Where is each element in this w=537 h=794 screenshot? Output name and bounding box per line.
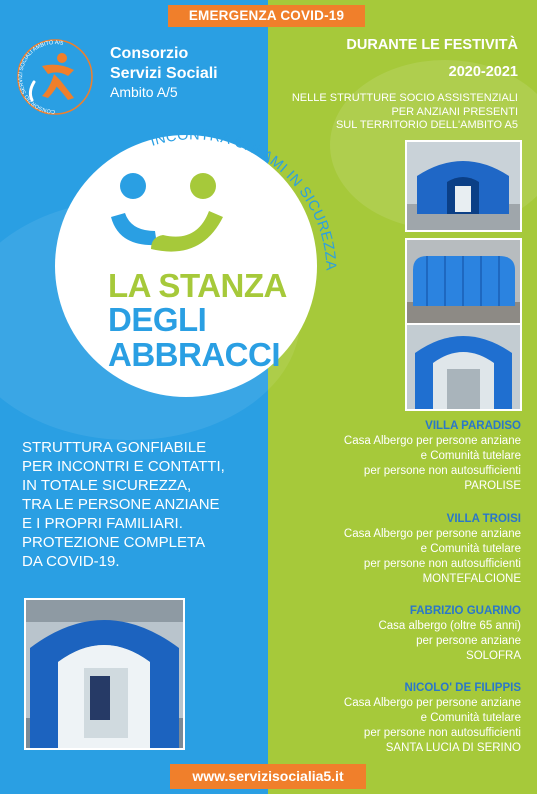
- facility-line: Casa Albergo per persone anziane: [343, 435, 521, 447]
- facility-name: FABRIZIO GUARINO: [409, 605, 521, 617]
- facility-line: per persone anziane: [416, 635, 521, 647]
- facility-villa-paradiso: [344, 419, 521, 494]
- facility-line: per persone non autosufficienti: [363, 558, 521, 570]
- title-line1: LA STANZA: [108, 267, 287, 304]
- festivity-years: 2020-2021: [448, 64, 518, 80]
- description-line: E I PROPRI FAMILIARI.: [22, 515, 183, 532]
- smile-icon: [105, 165, 230, 265]
- title-line3: ABBRACCI: [108, 336, 280, 373]
- facility-town: MONTEFALCIONE: [422, 573, 521, 585]
- photo-inflatable-room-1: [405, 140, 522, 232]
- title-line2: DEGLI: [108, 301, 207, 338]
- svg-text:CONSORZIO SERVIZI SOCIALI AMBI: CONSORZIO SERVIZI SOCIALI AMBITO A/5: [18, 39, 64, 115]
- emergency-banner: EMERGENZA COVID-19: [168, 5, 365, 27]
- facility-name: VILLA TROISI: [446, 513, 521, 525]
- description-line: DA COVID-19.: [22, 553, 120, 570]
- facility-name: NICOLO' DE FILIPPIS: [404, 682, 521, 694]
- consorzio-logo-icon: [14, 36, 96, 116]
- facility-line: Casa albergo (oltre 65 anni): [378, 620, 521, 632]
- photo-inflatable-room-2: [405, 238, 522, 325]
- photo-inflatable-tunnel: [24, 598, 185, 750]
- org-name-line1: Consorzio: [110, 45, 189, 62]
- facility-name: VILLA PARADISO: [425, 420, 521, 432]
- facility-town: PAROLISE: [464, 480, 521, 492]
- description-line: PROTEZIONE COMPLETA: [22, 534, 206, 551]
- svg-text:INCONTRA CHI AMI IN SICUREZZA: INCONTRA CHI AMI IN SICUREZZA: [148, 127, 339, 272]
- festivity-subtitle: NELLE STRUTTURE SOCIO ASSISTENZIALI PER ANZIANI PRESENTI SUL TERRITORIO DELL'AMBITO A5: [291, 92, 518, 131]
- photo-inflatable-room-3: [405, 323, 522, 411]
- facility-nicolo-de-filippis: [344, 681, 521, 756]
- description-line: IN TOTALE SICUREZZA,: [22, 477, 192, 494]
- description-line: STRUTTURA GONFIABILE: [22, 439, 207, 456]
- website-link[interactable]: www.servizisocialia5.it: [170, 764, 366, 789]
- facility-fabrizio-guarino: [378, 604, 521, 664]
- org-name-line3: Ambito A/5: [110, 84, 178, 100]
- facility-town: SOLOFRA: [466, 650, 521, 662]
- facility-line: Casa Albergo per persone anziane: [343, 697, 521, 709]
- facility-line: e Comunità tutelare: [420, 543, 521, 555]
- description: [22, 438, 262, 571]
- facility-town: SANTA LUCIA DI SERINO: [385, 742, 521, 754]
- facility-line: Casa Albergo per persone anziane: [343, 528, 521, 540]
- facility-villa-troisi: [344, 512, 521, 587]
- facility-line: per persone non autosufficienti: [363, 465, 521, 477]
- facility-line: e Comunità tutelare: [420, 450, 521, 462]
- org-name-line2: Servizi Sociali: [110, 65, 218, 82]
- festivity-title: DURANTE LE FESTIVITÀ: [346, 37, 518, 53]
- facility-line: e Comunità tutelare: [420, 712, 521, 724]
- description-line: PER INCONTRI E CONTATTI,: [22, 458, 225, 475]
- facility-line: per persone non autosufficienti: [363, 727, 521, 739]
- description-line: TRA LE PERSONE ANZIANE: [22, 496, 220, 513]
